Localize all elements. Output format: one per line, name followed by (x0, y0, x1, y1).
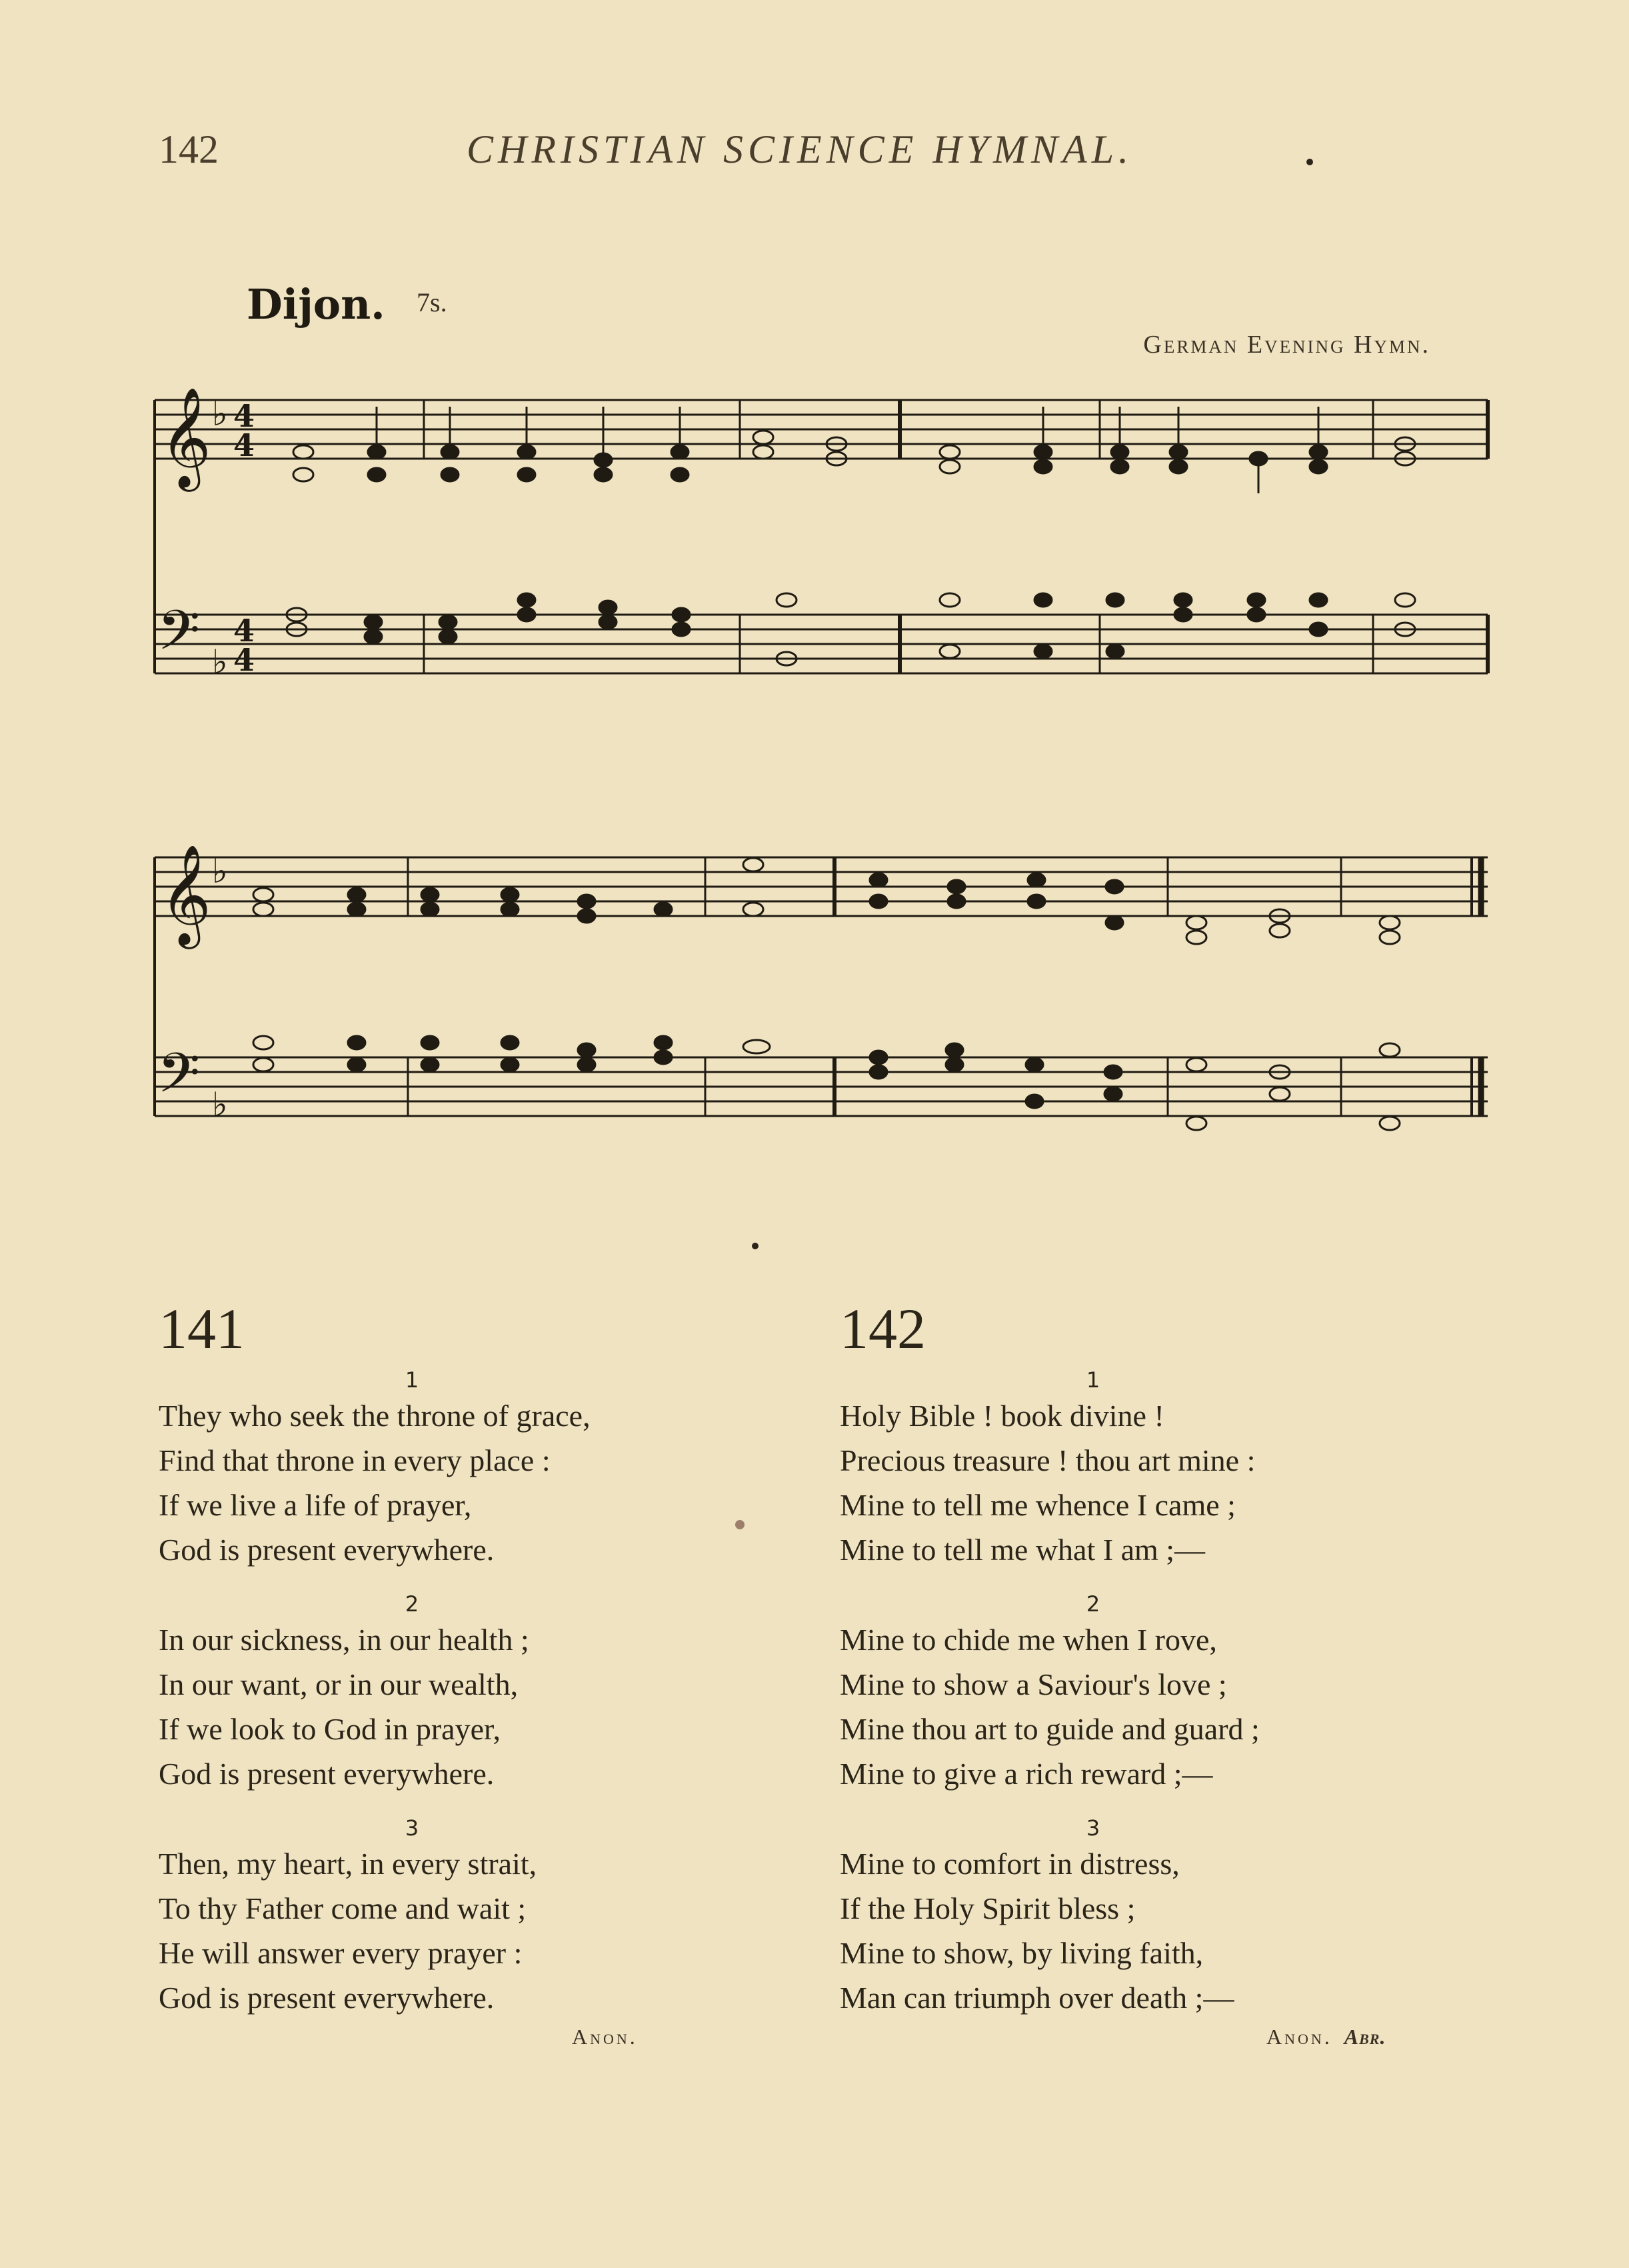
stanza (840, 1591, 1473, 1796)
svg-text:4: 4 (233, 642, 255, 678)
verse-line: Mine to tell me what I am ;— (840, 1533, 1206, 1567)
verse-line: Mine to give a rich reward ;— (840, 1757, 1213, 1791)
bass-clef-icon: 𝄢 (157, 598, 201, 676)
svg-text:4: 4 (233, 427, 255, 463)
stanza (840, 1815, 1473, 2020)
verse-line: In our want, or in our wealth, (159, 1667, 519, 1701)
running-title: CHRISTIAN SCIENCE HYMNAL. (467, 127, 1134, 171)
verse-line: Mine thou art to guide and guard ; (840, 1712, 1260, 1746)
hymn-141 (159, 1297, 792, 2053)
verse-line: God is present everywhere. (159, 1757, 495, 1791)
verse-line: They who seek the throne of grace, (159, 1399, 591, 1433)
verse-line: If the Holy Spirit bless ; (840, 1891, 1136, 1925)
hymn-142 (840, 1297, 1473, 2053)
verse-line: Mine to show, by living faith, (840, 1936, 1204, 1970)
verse-line: If we live a life of prayer, (159, 1488, 472, 1522)
verse-line: Then, my heart, in every strait, (159, 1847, 537, 1881)
svg-text:♭: ♭ (212, 643, 228, 681)
verse-line: God is present everywhere. (159, 1533, 495, 1567)
print-speck (1306, 159, 1313, 165)
verse-line: If we look to God in prayer, (159, 1712, 501, 1746)
verse-line: Precious treasure ! thou art mine : (840, 1443, 1256, 1477)
verse-line: Mine to show a Saviour's love ; (840, 1667, 1227, 1701)
verse-line: Holy Bible ! book divine ! (840, 1399, 1164, 1433)
stanza-number: 2 (1086, 1591, 1100, 1617)
hymn-number: 142 (840, 1297, 926, 1361)
staff-system-1-bass (155, 615, 1488, 673)
stanza-number: 1 (1086, 1367, 1100, 1393)
svg-text:4: 4 (233, 613, 255, 649)
stanza (159, 1815, 792, 2020)
verse-line: God is present everywhere. (159, 1981, 495, 2015)
hymn-attribution (840, 2020, 1473, 2053)
hymn-attribution: Anon. (572, 2025, 638, 2049)
svg-text:𝄢: 𝄢 (157, 1041, 201, 1119)
print-speck (735, 1520, 745, 1529)
verse-line: Man can triumph over death ;— (840, 1981, 1234, 2015)
attribution-author: Anon. (1266, 2025, 1332, 2049)
stanza (159, 1367, 792, 1572)
svg-text:♭: ♭ (212, 852, 228, 891)
svg-text:♭: ♭ (212, 395, 228, 433)
stanza-number: 3 (405, 1815, 419, 1841)
verse-line: Mine to comfort in distress, (840, 1847, 1180, 1881)
verse-line: Find that throne in every place : (159, 1443, 551, 1477)
page-number: 142 (159, 127, 219, 171)
stanza-number: 1 (405, 1367, 419, 1393)
attribution-abridged: Abr. (1344, 2025, 1386, 2049)
print-speck (752, 1243, 759, 1249)
tune-name: Dijon. (247, 280, 385, 329)
stanza (840, 1367, 1473, 1572)
verse-line: Mine to chide me when I rove, (840, 1623, 1217, 1657)
stanza-number: 3 (1086, 1815, 1100, 1841)
svg-text:𝄞: 𝄞 (160, 843, 211, 945)
svg-text:♭: ♭ (212, 1085, 228, 1124)
verse-line: To thy Father come and wait ; (159, 1891, 527, 1925)
verse-line: In our sickness, in our health ; (159, 1623, 529, 1657)
verse-line: He will answer every prayer : (159, 1936, 523, 1970)
stanza-number: 2 (405, 1591, 419, 1617)
staff-system-1-treble (155, 400, 1488, 459)
stanza (159, 1591, 792, 1796)
svg-text:4: 4 (233, 398, 255, 434)
tune-source: German Evening Hymn. (1143, 331, 1430, 359)
tune-meter: 7s. (417, 287, 447, 317)
hymn-number: 141 (159, 1297, 245, 1361)
verse-line: Mine to tell me whence I came ; (840, 1488, 1236, 1522)
treble-clef-icon: 𝄞 (160, 386, 211, 487)
